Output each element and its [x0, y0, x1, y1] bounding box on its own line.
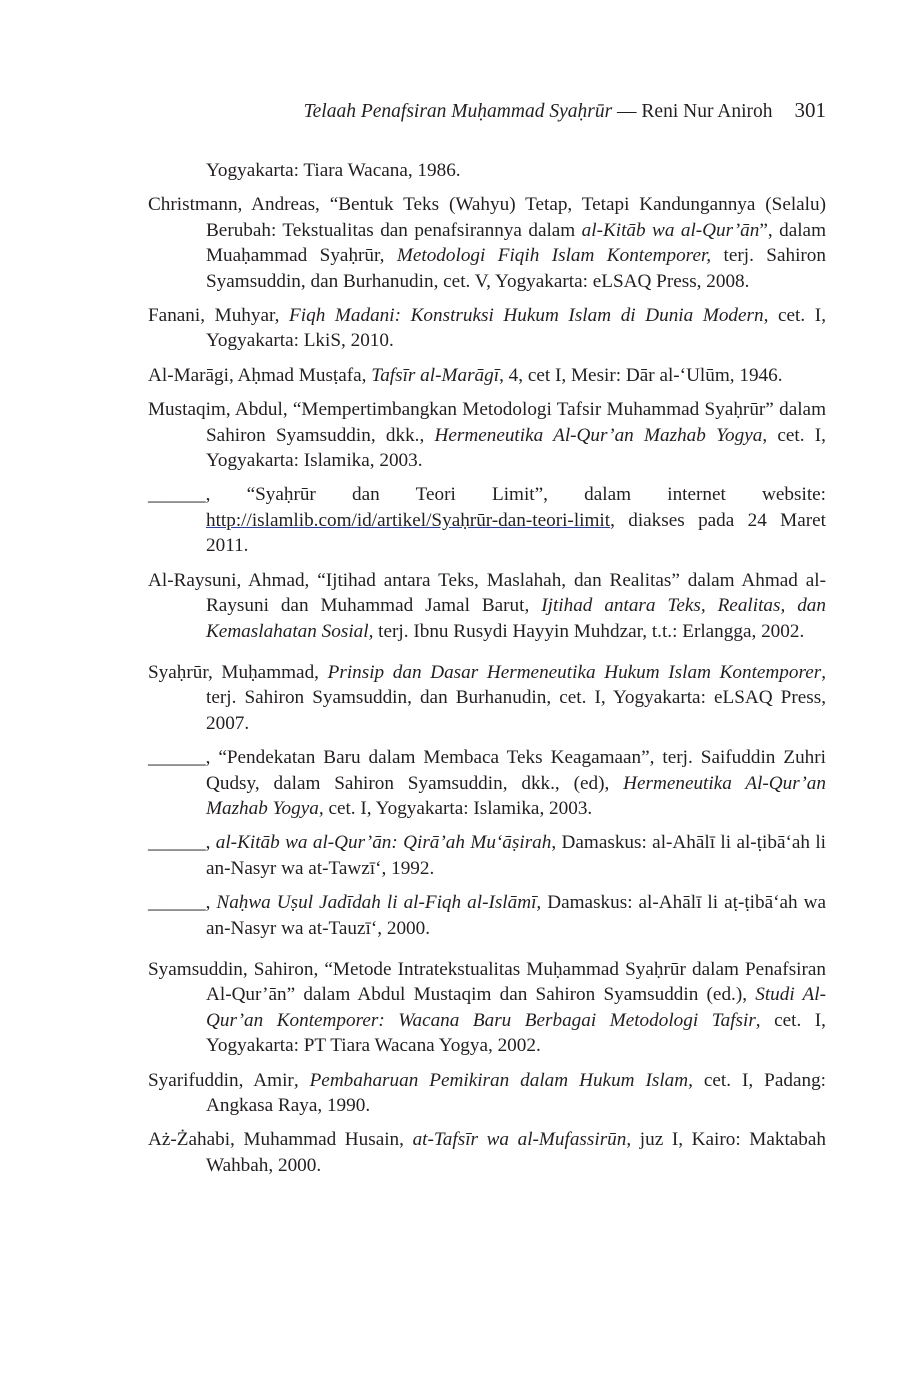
entry-text: Fanani, Muhyar,: [148, 305, 290, 327]
italic-title: Hermeneutika Al-Qur’an Mazhab Yogya: [434, 424, 763, 446]
bib-entry: [148, 890, 826, 941]
entry-text: Syaḥrūr, Muḥammad,: [148, 661, 328, 683]
entry-text: Al-Raysuni, Ahmad, “Ijtihad antara Teks, Maslahah, dan Realitas” dalam Ahmad al-Raysuni dan Muhammad Jamal Barut,: [148, 569, 826, 617]
entry-text: Syarifuddin, Amir: [148, 1069, 294, 1091]
entry-text: cet. I, Yogyakarta: Islamika, 2003.: [323, 797, 593, 819]
italic-title: al-Kitāb wa al-Qur’ān: Qirā’ah Mu‘āṣirah: [215, 832, 552, 854]
entry-text: ______, “Syaḥrūr dan Teori Limit”, dalam internet website:: [148, 484, 826, 506]
bib-entry: [148, 957, 826, 1059]
bib-entry: [148, 397, 826, 473]
entry-text: , cet. I, Yogyakarta: Islamika, 2003.: [206, 424, 826, 472]
bib-entry: [148, 1127, 826, 1178]
entry-text: ______,: [148, 832, 216, 854]
entry-text: Mustaqim, Abdul, “Mempertimbangkan Metodologi Tafsir Muhammad Syaḥrūr” dalam Sahiron Syamsuddin, dkk.,: [148, 399, 826, 446]
italic-title: at-Tafsīr wa al-Mufassirūn: [412, 1129, 627, 1151]
entry-text: Syamsuddin, Sahiron, “Metode Intratekstualitas Muḥammad Syaḥrūr dalam Penafsiran Al-Qur’ān” dalam Abdul Mustaqim dan Sahiron Syamsuddin (ed.),: [148, 958, 826, 1006]
url-link[interactable]: http://islamlib.com/id/artikel/Syaḥrūr-dan-teori-limit: [206, 509, 611, 531]
bibliography-list: [148, 158, 826, 1187]
italic-title: Metodologi Fiqih Islam Kontemporer,: [396, 245, 712, 267]
entry-text: Yogyakarta: Tiara Wacana, 1986.: [206, 160, 461, 181]
italic-title: Ijtihad antara Teks, Realitas, dan Kemaslahatan Sosial,: [206, 595, 826, 642]
italic-title: Naḥwa Uṣul Jadīdah li al-Fiqh al-Islāmī,: [216, 892, 542, 914]
bib-entry: [148, 830, 826, 881]
italic-title: Prinsip dan Dasar Hermeneutika Hukum Islam Kontemporer: [327, 661, 822, 683]
bib-entry: [148, 568, 826, 644]
bib-entry: [148, 660, 826, 736]
italic-title: al-Kitāb wa al-Qur’ān: [581, 219, 760, 241]
entry-text: Al-Marāgi, Aḥmad Musṭafa,: [148, 364, 372, 386]
italic-title: Studi Al-Qur’an Kontemporer: Wacana Baru Berbagai Metodologi Tafsir: [206, 984, 826, 1031]
italic-title: Hermeneutika Al-Qur’an Mazhab Yogya,: [206, 772, 826, 819]
page-number: 301: [794, 98, 826, 122]
entry-text: terj. Ibnu Rusydi Hayyin Muhdzar, t.t.: Erlangga, 2002.: [373, 620, 805, 642]
entry-text: , cet. I, Yogyakarta: LkiS, 2010.: [206, 305, 826, 352]
entry-text: Christmann, Andreas, “Bentuk Teks (Wahyu) Tetap, Tetapi Kandungannya (Selalu) Berubah: Tekstualitas dan penafsirannya dalam: [148, 194, 826, 241]
running-header: [304, 96, 826, 126]
entry-text: ”, dalam Muaḥammad Syaḥrūr,: [206, 219, 826, 267]
bib-entry: [148, 192, 826, 294]
italic-title: , Pembaharuan Pemikiran dalam Hukum Islam,: [293, 1069, 693, 1091]
bib-entry: [148, 158, 826, 183]
entry-text: Damaskus: al-Ahālī li aṭ-ṭibā‘ah wa an-Nasyr wa at-Tauzī‘, 2000.: [206, 892, 827, 939]
entry-text: terj. Sahiron Syamsuddin, dan Burhanudin, cet. V, Yogyakarta: eLSAQ Press, 2008.: [206, 245, 826, 292]
entry-text: , cet. I, Yogyakarta: PT Tiara Wacana Yogya, 2002.: [206, 1009, 826, 1057]
bib-entry: [148, 303, 826, 354]
entry-text: , diakses pada 24 Maret 2011.: [206, 509, 826, 557]
entry-text: ______,: [148, 892, 217, 914]
bib-entry: [148, 1068, 826, 1119]
entry-text: ______, “Pendekatan Baru dalam Membaca Teks Keagamaan”, terj. Saifuddin Zuhri Qudsy, dalam Sahiron Syamsuddin, dkk., (ed),: [148, 747, 826, 794]
running-title: Telaah Penafsiran Muḥammad Syaḥrūr: [303, 101, 613, 122]
entry-text: , 4, cet I, Mesir: Dār al-‘Ulūm, 1946.: [499, 364, 783, 386]
entry-text: cet. I, Padang: Angkasa Raya, 1990.: [206, 1069, 826, 1116]
bib-entry: [148, 363, 826, 388]
entry-text: , juz I, Kairo: Maktabah Wahbah, 2000.: [206, 1129, 826, 1176]
entry-text: Aż-Żahabi, Muhammad Husain,: [148, 1129, 413, 1151]
bib-entry: [148, 745, 826, 821]
entry-text: , Damaskus: al-Ahālī li al-ṭibā‘ah li an-Nasyr wa at-Tawzī‘, 1992.: [206, 832, 827, 879]
italic-title: Fiqh Madani: Konstruksi Hukum Islam di Dunia Modern: [289, 305, 764, 327]
running-author: — Reni Nur Aniroh: [612, 101, 773, 122]
italic-title: Tafsīr al-Marāgī: [371, 364, 500, 386]
entry-text: , terj. Sahiron Syamsuddin, dan Burhanudin, cet. I, Yogyakarta: eLSAQ Press, 2007.: [206, 661, 826, 734]
bib-entry: [148, 482, 826, 558]
